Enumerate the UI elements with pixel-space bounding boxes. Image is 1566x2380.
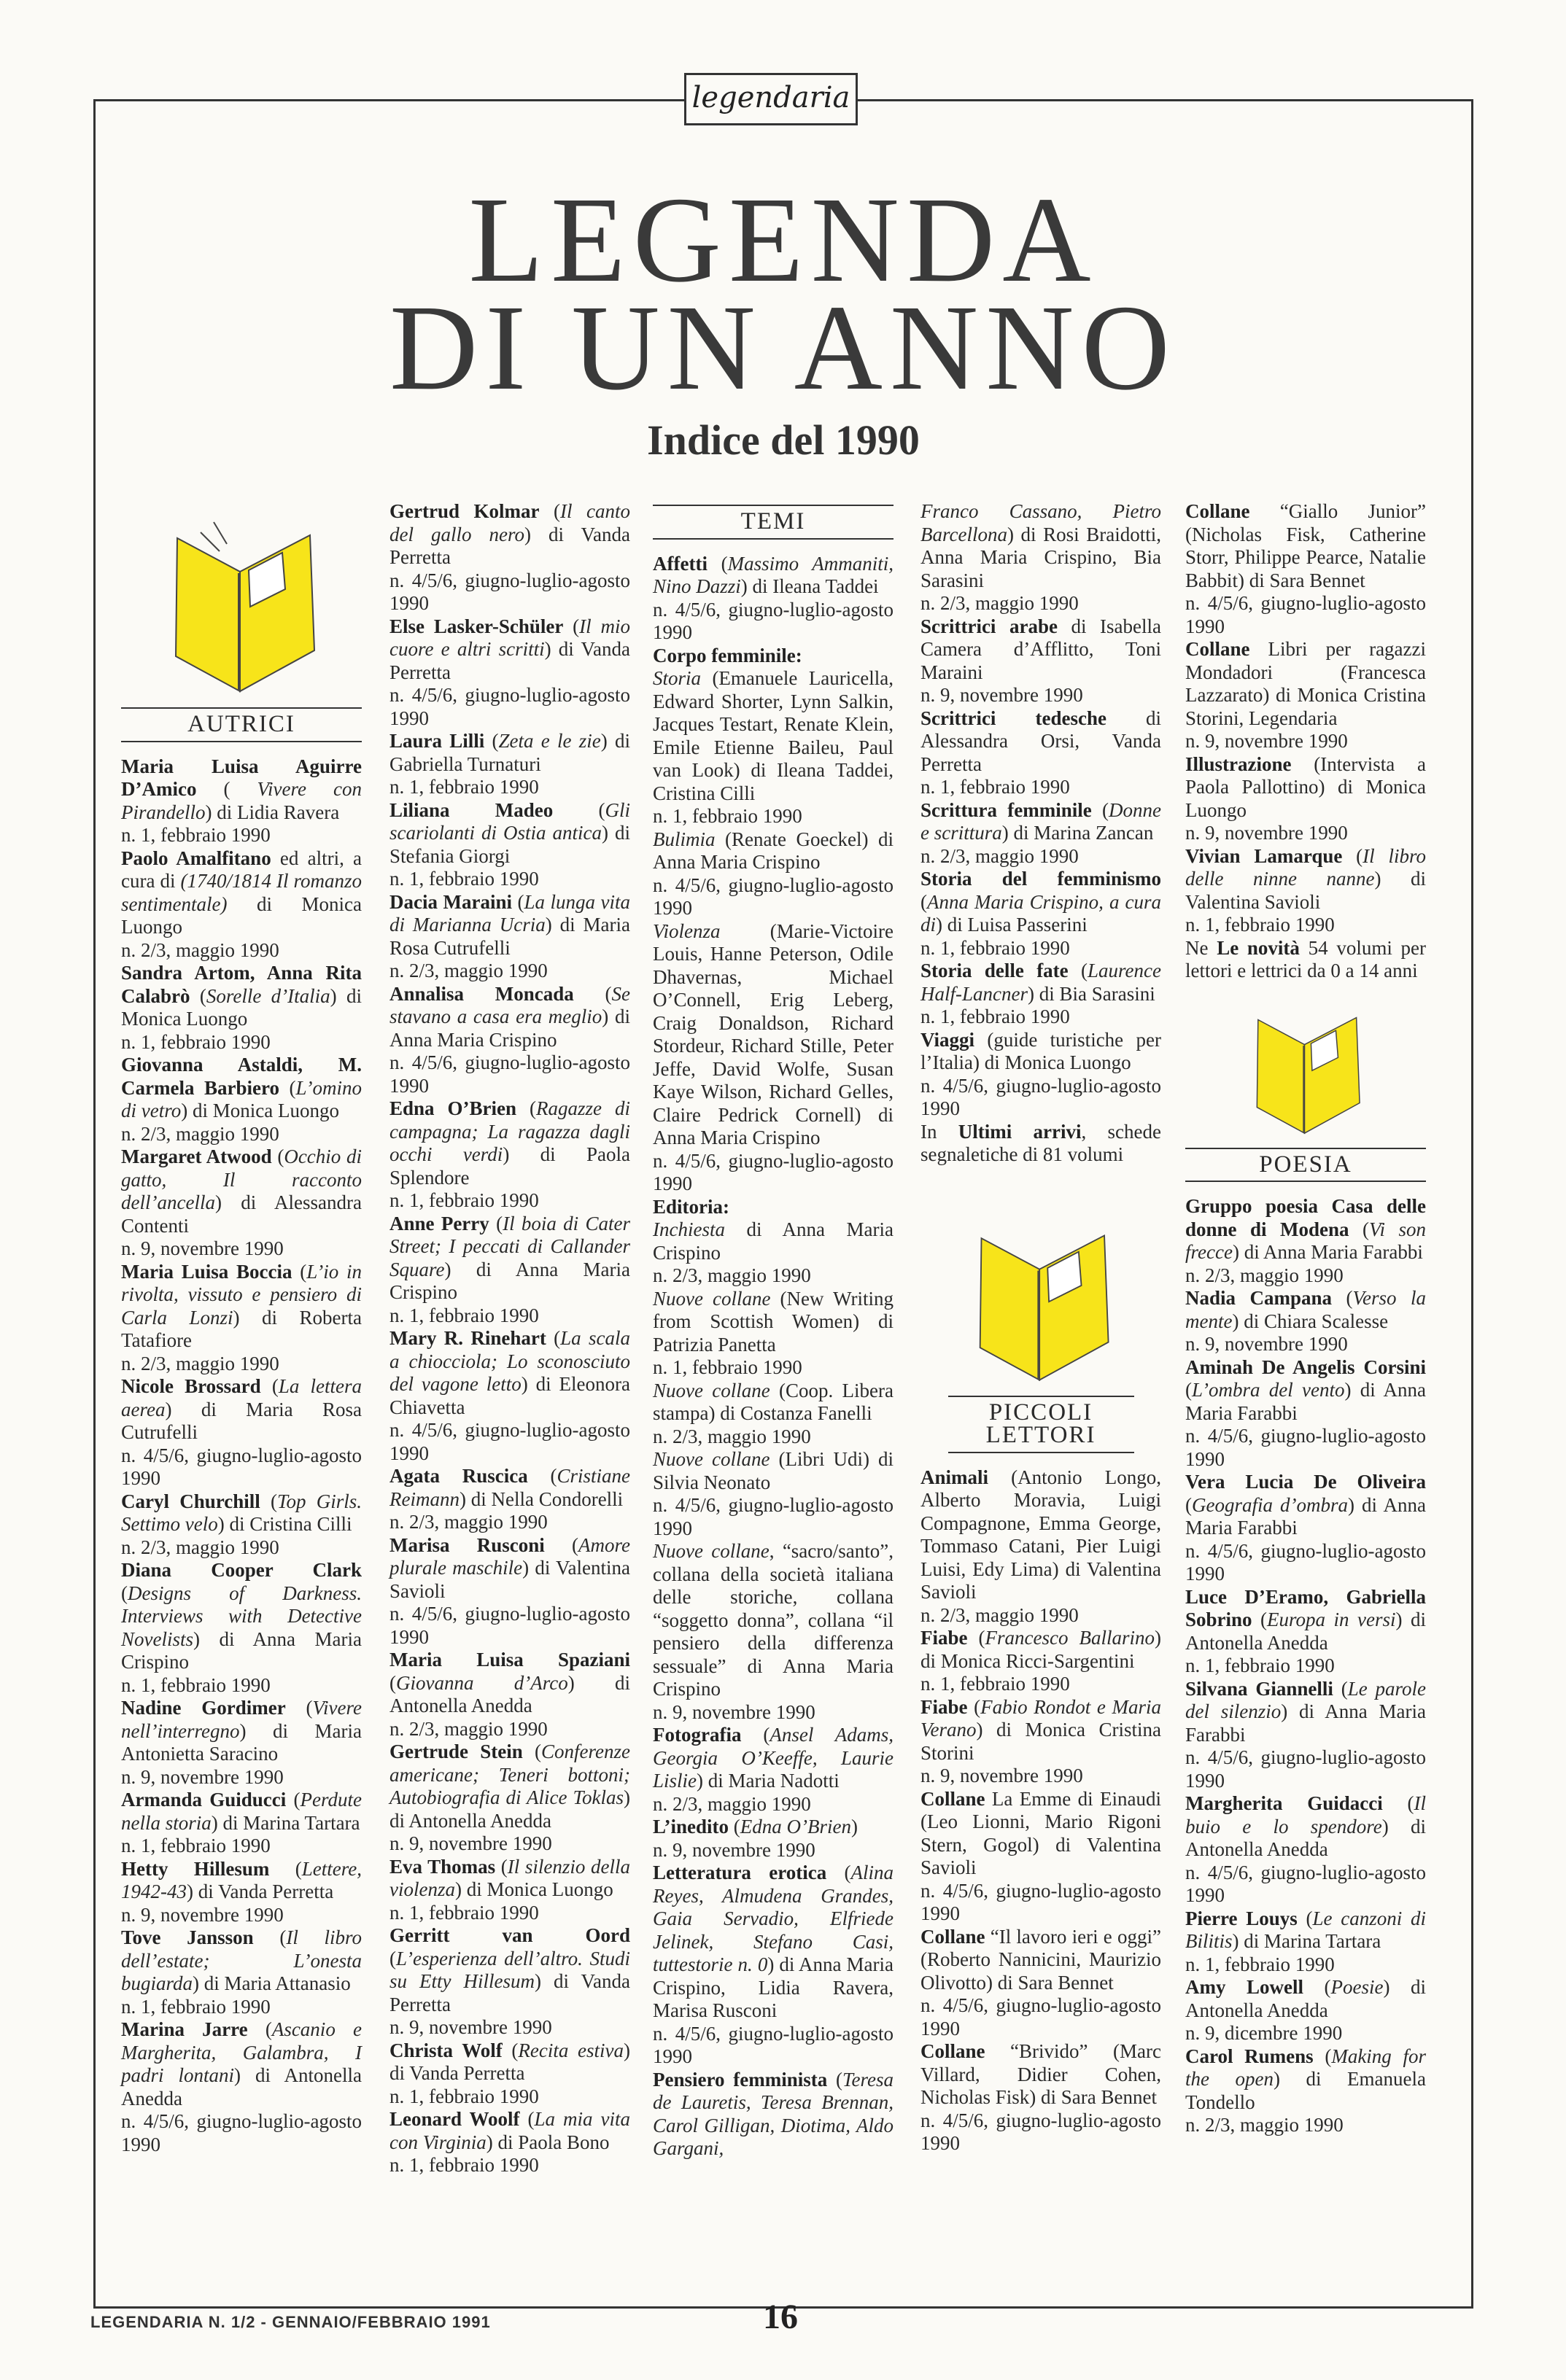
section-header-poesia: POESIA xyxy=(1185,1148,1426,1183)
book-icon xyxy=(154,500,329,697)
column-autrici-cont: Gertrud Kolmar (Il canto del gallo nero) di Vanda Perretta n. 4/5/6, giugno-luglio-agosto 1990 Else Lasker-Schüler (Il mio cuore e altri scritti) di Vanda Perretta n. 4/5/6, giugno-luglio-agosto 1990 Laura Lilli (Zeta e le zie) di Gabriella Turnaturi n. 1, febbraio 1990 Liliana Madeo (Gli scariolanti di Ostia antica) di Stefania Giorgi n. 1, febbraio 1990 Dacia Maraini (La lunga vita di Marianna Ucria) di Maria Rosa Cutrufelli n. 2/3, maggio 1990 Annalisa Moncada (Se stavano a casa era meglio) di Anna Maria Crispino n. 4/5/6, giugno-luglio-agosto 1990 Edna O’Brien (Ragazze di campagna; La ragazza dagli occhi verdi) di Paola Splendore n. 1, febbraio 1990 Anne Perry (Il boia di Cater Street; I peccati di Callander Square) di Anna Maria Crispino n. 1, febbraio 1990 Mary R. Rinehart (La scala a chiocciola; Lo sconosciuto del vagone letto) di Eleonora Chiavetta n. 4/5/6, giugno-luglio-agosto 1990 Agata Ruscica (Cristiane Reimann) di Nella Condorelli n. 2/3, maggio 1990 Marisa Rusconi (Amore plurale maschile) di Valentina Savioli n. 4/5/6, giugno-luglio-agosto 1990 Maria Luisa Spaziani (Giovanna d’Arco) di Antonella Anedda n. 2/3, maggio 1990 Gertrude Stein (Conferenze americane; Teneri bottoni; Autobiografia di Alice Toklas) di Antonella Anedda n. 9, novembre 1990 Eva Thomas (Il silenzio della violenza) di Monica Luongo n. 1, febbraio 1990 Gerritt van Oord (L’esperienza dell’altro. Studi su Etty Hillesum) di Vanda Perretta n. 9, novembre 1990 Christa Wolf (Recita estiva) di Vanda Perretta n. 1, febbraio 1990 Leonard Woolf (La mia vita con Virginia) di Paola Bono n. 1, febbraio 1990 xyxy=(389,500,630,2176)
book-icon xyxy=(1233,992,1379,1138)
column-poesia: Collane “Giallo Junior” (Nicholas Fisk, Catherine Storr, Philippe Pearce, Natalie Babbit) di Sara Bennet n. 4/5/6, giugno-luglio-agosto 1990 Collane Libri per ragazzi Mondadori (Francesca Lazzarato) di Monica Cristina Storini, Legendaria n. 9, novembre 1990 Illustrazione (Intervista a Paola Pallottino) di Monica Luongo n. 9, novembre 1990 Vivian Lamarque (Il libro delle ninne nanne) di Valentina Savioli n. 1, febbraio 1990 Ne Le novità 54 volumi per lettori e lettrici da 0 a 14 anni POESIA Gruppo poesia Casa delle donne di Modena (Vi son frecce) di Anna Maria Farabbi n. 2/3, maggio 1990 Nadia Campana (Verso la mente) di Chiara Scalesse n. 9, novembre 1990 Aminah De Angelis Corsini (L’ombra del vento) di Anna Maria Farabbi n. 4/5/6, giugno-luglio-agosto 1990 Vera Lucia De Oliveira (Geografia d’ombra) di Anna Maria Farabbi n. 4/5/6, giugno-luglio-agosto 1990 Luce D’Eramo, Gabriella Sobrino (Europa in versi) di Antonella Anedda n. 1, febbraio 1990 Silvana Giannelli (Le parole del silenzio) di Anna Maria Farabbi n. 4/5/6, giugno-luglio-agosto 1990 Margherita Guidacci (Il buio e lo spendore) di Antonella Anedda n. 4/5/6, giugno-luglio-agosto 1990 Pierre Louys (Le canzoni di Bilitis) di Marina Tartara n. 1, febbraio 1990 Amy Lowell (Poesie) di Antonella Anedda n. 9, dicembre 1990 Carol Rumens (Making for the open) di Emanuela Tondello n. 2/3, maggio 1990 xyxy=(1185,500,1427,2136)
footer-issue: LEGENDARIA N. 1/2 - GENNAIO/FEBBRAIO 1991 xyxy=(90,2313,491,2331)
page-number: 16 xyxy=(763,2298,798,2336)
page-title-line2: DI UN ANNO xyxy=(389,280,1177,416)
section-header-temi: TEMI xyxy=(653,505,894,540)
book-icon xyxy=(957,1203,1125,1385)
section-header-autrici: AUTRICI xyxy=(121,707,362,742)
section-header-piccoli-lettori: PICCOLI LETTORI xyxy=(948,1396,1134,1453)
page-subtitle: Indice del 1990 xyxy=(647,416,920,464)
legendaria-logo: legendaria xyxy=(684,73,858,125)
column-temi-cont: Franco Cassano, Pietro Barcellona) di Rosi Braidotti, Anna Maria Crispino, Bia Sarasini n. 2/3, maggio 1990 Scrittrici arabe di Isabella Camera d’Afflitto, Toni Maraini n. 9, novembre 1990 Scrittrici tedesche di Alessandra Orsi, Vanda Perretta n. 1, febbraio 1990 Scrittura femminile (Donne e scrittura) di Marina Zancan n. 2/3, maggio 1990 Storia del femminismo (Anna Maria Crispino, a cura di) di Luisa Passerini n. 1, febbraio 1990 Storia delle fate (Laurence Half-Lancner) di Bia Sarasini n. 1, febbraio 1990 Viaggi (guide turistiche per l’Italia) di Monica Luongo n. 4/5/6, giugno-luglio-agosto 1990 In Ultimi arrivi, schede segnaletiche di 81 volumi PICCOLI LETTORI Animali (Antonio Longo, Alberto Moravia, Luigi Compagnone, Emma George, Tommaso Catani, Pier Luigi Luisi, Edy Lima) di Valentina Savioli n. 2/3, maggio 1990 Fiabe (Francesco Ballarino) di Monica Ricci-Sargentini n. 1, febbraio 1990 Fiabe (Fabio Rondot e Maria Verano) di Monica Cristina Storini n. 9, novembre 1990 Collane La Emme di Einaudi (Leo Lionni, Mario Rigoni Stern, Gogol) di Valentina Savioli n. 4/5/6, giugno-luglio-agosto 1990 Collane “Il lavoro ieri e oggi” (Roberto Nannicini, Maurizio Olivotto) di Sara Bennet n. 4/5/6, giugno-luglio-agosto 1990 Collane “Brivido” (Marc Villard, Didier Cohen, Nicholas Fisk) di Sara Bennet n. 4/5/6, giugno-luglio-agosto 1990 xyxy=(920,500,1161,2154)
column-temi: TEMI Affetti (Massimo Ammaniti, Nino Dazzi) di Ileana Taddei n. 4/5/6, giugno-luglio-agosto 1990 Corpo femminile: Storia (Emanuele Lauricella, Edward Shorter, Lynn Salkin, Jacques Testart, Renate Klein, Emile Etienne Baileu, Paul van Look) di Ileana Taddei, Cristina Cilli n. 1, febbraio 1990 Bulimia (Renate Goeckel) di Anna Maria Crispino n. 4/5/6, giugno-luglio-agosto 1990 Violenza (Marie-Victoire Louis, Hanne Peterson, Odile Dhavernas, Michael O’Connell, Erig Leberg, Craig Donaldson, Richard Stordeur, Richard Stille, Peter Jeffe, David Wolfe, Susan Kaye Wilson, Richard Gelles, Claire Pedrick Cornell) di Anna Maria Crispino n. 4/5/6, giugno-luglio-agosto 1990 Editoria: Inchiesta di Anna Maria Crispino n. 2/3, maggio 1990 Nuove collane (New Writing from Scottish Women) di Patrizia Panetta n. 1, febbraio 1990 Nuove collane (Coop. Libera stampa) di Costanza Fanelli n. 2/3, maggio 1990 Nuove collane (Libri Udi) di Silvia Neonato n. 4/5/6, giugno-luglio-agosto 1990 Nuove collane, “sacro/santo”, collana della società italiana delle storiche, collana “soggetto donna”, collana “il pensiero della differenza sessuale” di Anna Maria Crispino n. 9, novembre 1990 Fotografia (Ansel Adams, Georgia O’Keeffe, Laurie Lislie) di Maria Nadotti n. 2/3, maggio 1990 L’inedito (Edna O’Brien) n. 9, novembre 1990 Letteratura erotica (Alina Reyes, Almudena Grandes, Gaia Servadio, Elfriede Jelinek, Stefano Casi, tuttestorie n. 0) di Anna Maria Crispino, Lidia Ravera, Marisa Rusconi n. 4/5/6, giugno-luglio-agosto 1990 Pensiero femminista (Teresa de Lauretis, Teresa Brennan, Carol Gilligan, Diotima, Aldo Gargani, xyxy=(653,500,894,2161)
column-autrici xyxy=(121,500,362,2156)
entries-autrici: Maria Luisa Aguirre D’Amico ( Vivere con Pirandello) di Lidia Ravera n. 1, febbraio 1990 Paolo Amalfitano ed altri, a cura di (1740/1814 Il romanzo sentimentale) di Monica Luongo n. 2/3, maggio 1990 Sandra Artom, Anna Rita Calabrò (Sorelle d’Italia) di Monica Luongo n. 1, febbraio 1990 Giovanna Astaldi, M. Carmela Barbiero (L’omino di vetro) di Monica Luongo n. 2/3, maggio 1990 Margaret Atwood (Occhio di gatto, Il racconto dell’ancella) di Alessandra Contenti n. 9, novembre 1990 Maria Luisa Boccia (L’io in rivolta, vissuto e pensiero di Carla Lonzi) di Roberta Tatafiore n. 2/3, maggio 1990 Nicole Brossard (La lettera aerea) di Maria Rosa Cutrufelli n. 4/5/6, giugno-luglio-agosto 1990 Caryl Churchill (Top Girls. Settimo velo) di Cristina Cilli n. 2/3, maggio 1990 Diana Cooper Clark (Designs of Darkness. Interviews with Detective Novelists) di Anna Maria Crispino n. 1, febbraio 1990 Nadine Gordimer (Vivere nell’interregno) di Maria Antonietta Saracino n. 9, novembre 1990 Armanda Guiducci (Perdute nella storia) di Marina Tartara n. 1, febbraio 1990 Hetty Hillesum (Lettere, 1942-43) di Vanda Perretta n. 9, novembre 1990 Tove Jansson (Il libro dell’estate; L’onesta bugiarda) di Maria Attanasio n. 1, febbraio 1990 Marina Jarre (Ascanio e Margherita, Galambra, I padri lontani) di Antonella Anedda n. 4/5/6, giugno-luglio-agosto 1990 xyxy=(121,755,362,2155)
page-title-line1: LEGENDA xyxy=(468,172,1098,308)
